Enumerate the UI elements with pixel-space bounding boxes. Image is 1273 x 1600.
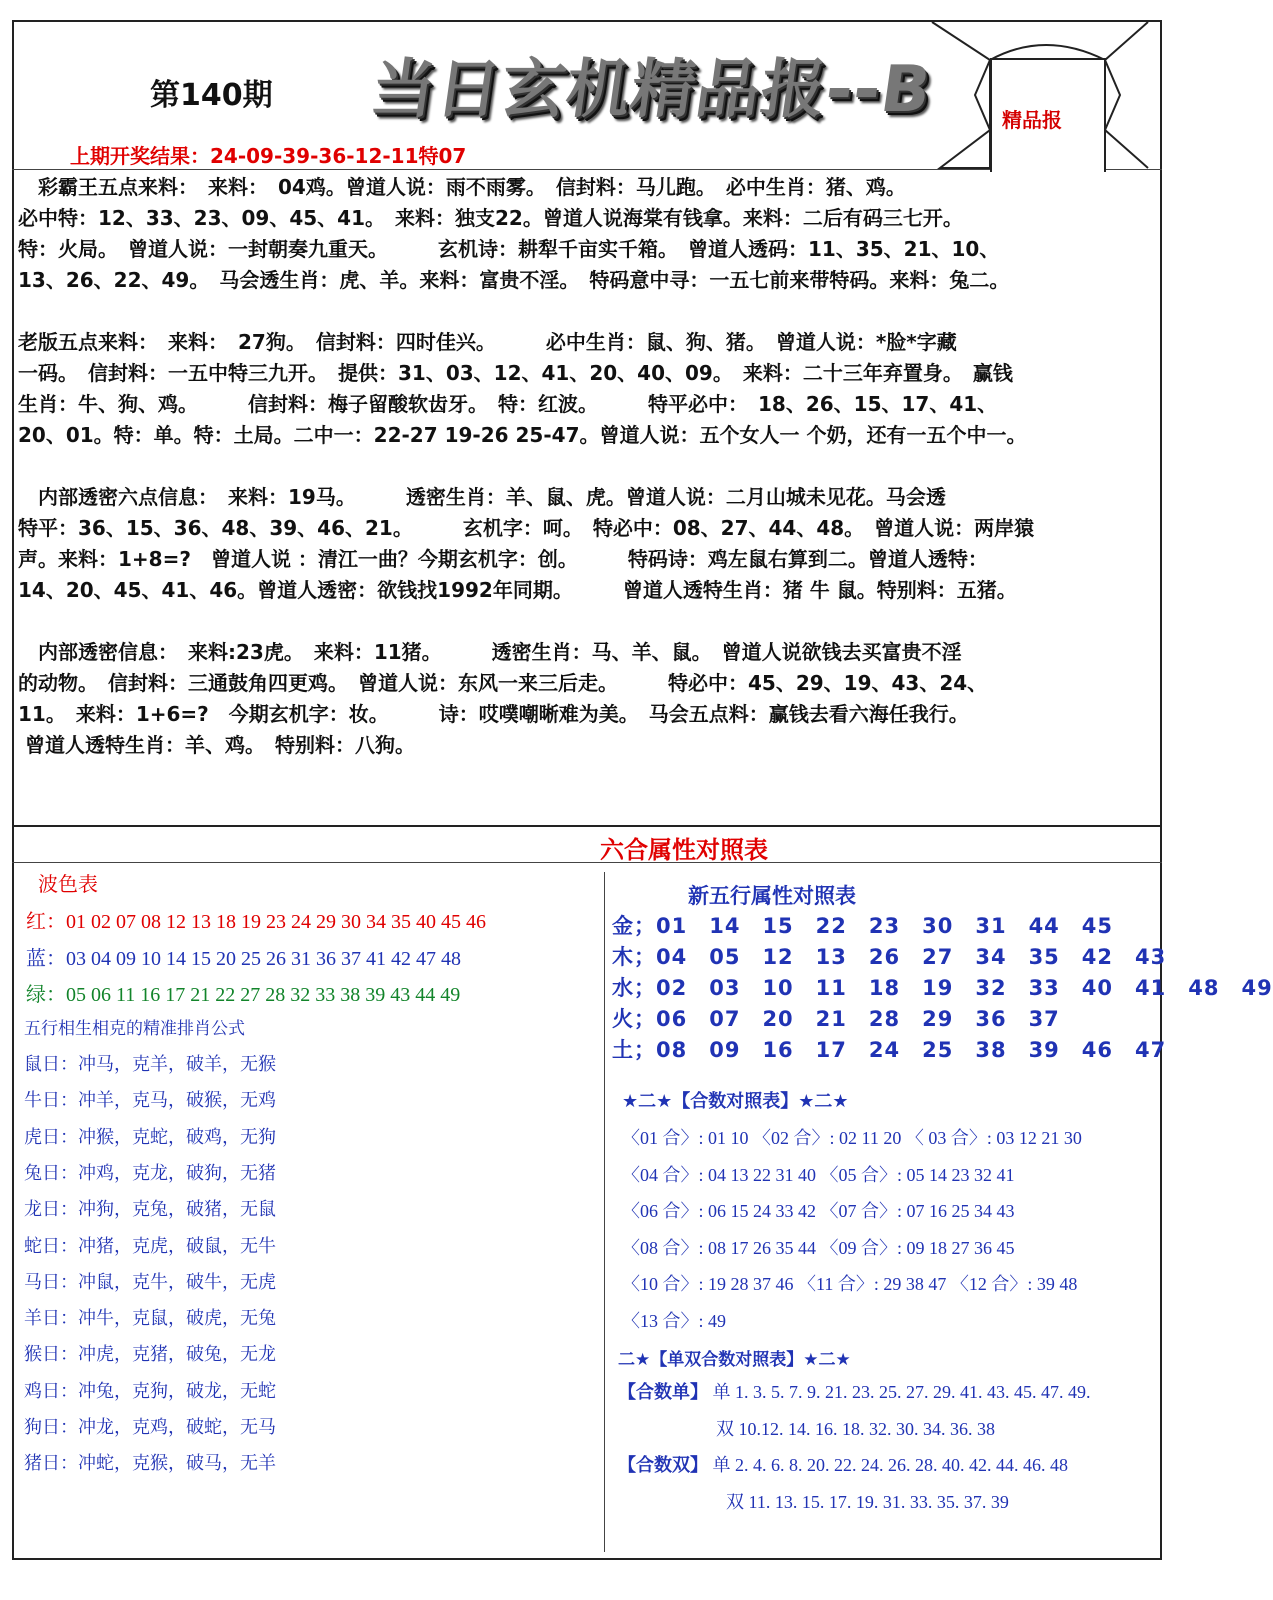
wave-blue-label: 蓝： (26, 948, 66, 970)
wave-blue-row (26, 942, 461, 971)
zodiac-day-row: 虎日：冲猴，克蛇，破鸡，无狗 (24, 1126, 276, 1148)
heshu-row: 〈13 合〉: 49 (622, 1310, 727, 1331)
wave-red-numbers: 01 02 07 08 12 13 18 19 23 24 29 30 34 35 40 45 46 (66, 911, 486, 933)
heshu-row: 〈04 合〉: 04 13 22 31 40 〈05 合〉: 05 14 23 32 41 (622, 1164, 1015, 1185)
zodiac-day-row: 鼠日：冲马，克羊，破羊，无猴 (24, 1054, 276, 1075)
zodiac-day-row: 鸡日：冲兔，克狗，破龙，无蛇 (24, 1380, 276, 1402)
danshuang-title: 二★【单双合数对照表】★二★ (618, 1350, 851, 1370)
heshu-row: 〈08 合〉: 08 17 26 35 44 〈09 合〉: 09 18 27 36 45 (622, 1237, 1015, 1258)
zodiac-day-row: 猴日：冲虎，克猪，破兔，无龙 (24, 1344, 276, 1366)
zodiac-day-row: 马日：冲鼠，克牛，破牛，无虎 (24, 1271, 276, 1293)
zodiac-day-row: 羊日：冲牛，克鼠，破虎，无兔 (24, 1308, 276, 1330)
wuxing-row: 火；06 07 20 21 28 29 36 37 (612, 1007, 1060, 1031)
heshu-row: 〈06 合〉: 06 15 24 33 42 〈07 合〉: 07 16 25 34 43 (622, 1201, 1015, 1221)
danshuang-double-row (618, 1451, 1068, 1477)
wave-green-label: 绿： (26, 984, 66, 1006)
wave-red-row (26, 905, 486, 934)
quality-badge (990, 58, 1106, 172)
wave-blue-numbers: 03 04 09 10 14 15 20 25 26 31 36 37 41 42 47 48 (66, 948, 461, 970)
wuxing-row: 土；08 09 16 17 24 25 38 39 46 47 (612, 1038, 1167, 1062)
heshu-row: 〈10 合〉: 19 28 37 46 〈11 合〉: 29 38 47 〈12 合〉: 39 48 (622, 1274, 1078, 1294)
wuxing-row: 木；04 05 12 13 26 27 34 35 42 43 (612, 945, 1167, 969)
wave-color-title: 波色表 (38, 872, 98, 896)
wave-green-numbers: 05 06 11 16 17 21 22 27 28 32 33 38 39 43 44 49 (66, 984, 461, 1006)
zodiac-day-row: 兔日：冲鸡，克龙，破狗，无猪 (24, 1162, 276, 1184)
title-divider (12, 862, 1162, 863)
info-paragraph: 内部透密信息： 来料:23虎。 来料：11猪。 透密生肖：马、羊、鼠。 曾道人说欲钱去买富贵不淫 的动物。 信封料：三通鼓角四更鸡。 曾道人说：东风一来三后走。 特必中：45、29、19、43、24、 11。 来料：1+6=? 今期玄机字：妆。 诗：哎噗嘲晰难为美。 马会五点料：赢钱去看六海任我行。 曾道人透特生肖：羊、鸡。 特别料：八狗。 (18, 640, 988, 757)
single-even: 双 10.12. 14. 16. 18. 32. 30. 34. 36. 38 (716, 1419, 995, 1439)
column-divider (604, 872, 605, 1552)
zodiac-day-row: 龙日：冲狗，克兔，破猪，无鼠 (24, 1199, 276, 1221)
danshuang-single-row (618, 1378, 1091, 1404)
zodiac-day-row: 狗日：冲龙，克鸡，破蛇，无马 (24, 1417, 276, 1438)
zodiac-day-row: 蛇日：冲猪，克虎，破鼠，无牛 (24, 1235, 276, 1257)
heshu-row: 〈01 合〉: 01 10 〈02 合〉: 02 11 20 〈 03 合〉: 03 12 21 30 (622, 1128, 1082, 1148)
info-paragraph: 内部透密六点信息： 来料：19马。 透密生肖：羊、鼠、虎。曾道人说：二月山城未见花。马会透 特平：36、15、36、48、39、46、21。 玄机字：呵。 特必中：08、27、44、48。 曾道人说：两岸猿 声。来料：1+8=? 曾道人说 ：清江一曲？今期玄机字：创。 特码诗：鸡左鼠右算到二。曾道人透特： 14、20、45、41、46。曾道人透密：欲钱找1992年同期。 曾道人透特生肖：猪 牛 鼠。特别料：五猪。 (18, 485, 1035, 602)
badge-text: 精品报 (1002, 108, 1062, 132)
wave-green-row (26, 978, 460, 1007)
wuxing-title: 新五行属性对照表 (688, 884, 856, 908)
info-paragraph: 彩霸王五点来料： 来料： 04鸡。曾道人说：雨不雨雾。 信封料：马儿跑。 必中生肖：猪、鸡。 必中特：12、33、23、09、45、41。 来料：独支22。曾道人说海棠有钱拿。来料：二后有码三七开。 特：火局。 曾道人说：一封朝奏九重天。 玄机诗：耕犁千亩实千箱。 曾道人透码：11、35、21、10、 13、26、22、49。 马会透生肖：虎、羊。来料：富贵不淫。 特码意中寻：一五七前来带特码。来料：兔二。 (18, 175, 1010, 292)
wave-red-label: 红： (26, 911, 66, 933)
zodiac-day-row: 牛日：冲羊，克马，破猴，无鸡 (24, 1090, 276, 1112)
attribute-table-title: 六合属性对照表 (600, 836, 768, 864)
formula-title: 五行相生相克的精准排肖公式 (24, 1019, 245, 1039)
wuxing-row: 金；01 14 15 22 23 30 31 44 45 (612, 914, 1114, 938)
single-label: 【合数单】 (618, 1382, 708, 1403)
zodiac-day-row: 猪日：冲蛇，克猴，破马，无羊 (24, 1453, 276, 1475)
double-label: 【合数双】 (618, 1455, 708, 1476)
issue-number: 第140期 (150, 78, 273, 113)
last-draw-result: 上期开奖结果：24-09-39-36-12-11特07 (70, 144, 467, 168)
wuxing-row: 水；02 03 10 11 18 19 32 33 40 41 48 49 (612, 976, 1273, 1000)
info-paragraph: 老版五点来料： 来料： 27狗。 信封料：四时佳兴。 必中生肖：鼠、狗、猪。 曾道人说：*脸*字藏 一码。 信封料：一五中特三九开。 提供：31、03、12、41、20、40、09。 来料：二十三年弃置身。 赢钱 生肖：牛、狗、鸡。 信封料：梅子留酸软齿牙。 特：红波。 特平必中： 18、26、15、17、41、 20、01。特：单。特：土局。二中一：22-27 19-26 25-47。曾道人说：五个女人一 个奶，还有一五个中一。 (18, 330, 1027, 447)
heshu-title: ★二★【合数对照表】★二★ (622, 1091, 849, 1112)
double-odd: 单 2. 4. 6. 8. 20. 22. 24. 26. 28. 40. 42. 44. 46. 48 (712, 1455, 1068, 1475)
double-even: 双 11. 13. 15. 17. 19. 31. 33. 35. 37. 39 (726, 1492, 1009, 1512)
single-odd: 单 1. 3. 5. 7. 9. 21. 23. 25. 27. 29. 41. 43. 45. 47. 49. (712, 1382, 1091, 1402)
info-section (18, 172, 1158, 792)
banner-title: 当日玄机精品报--B (365, 53, 937, 127)
